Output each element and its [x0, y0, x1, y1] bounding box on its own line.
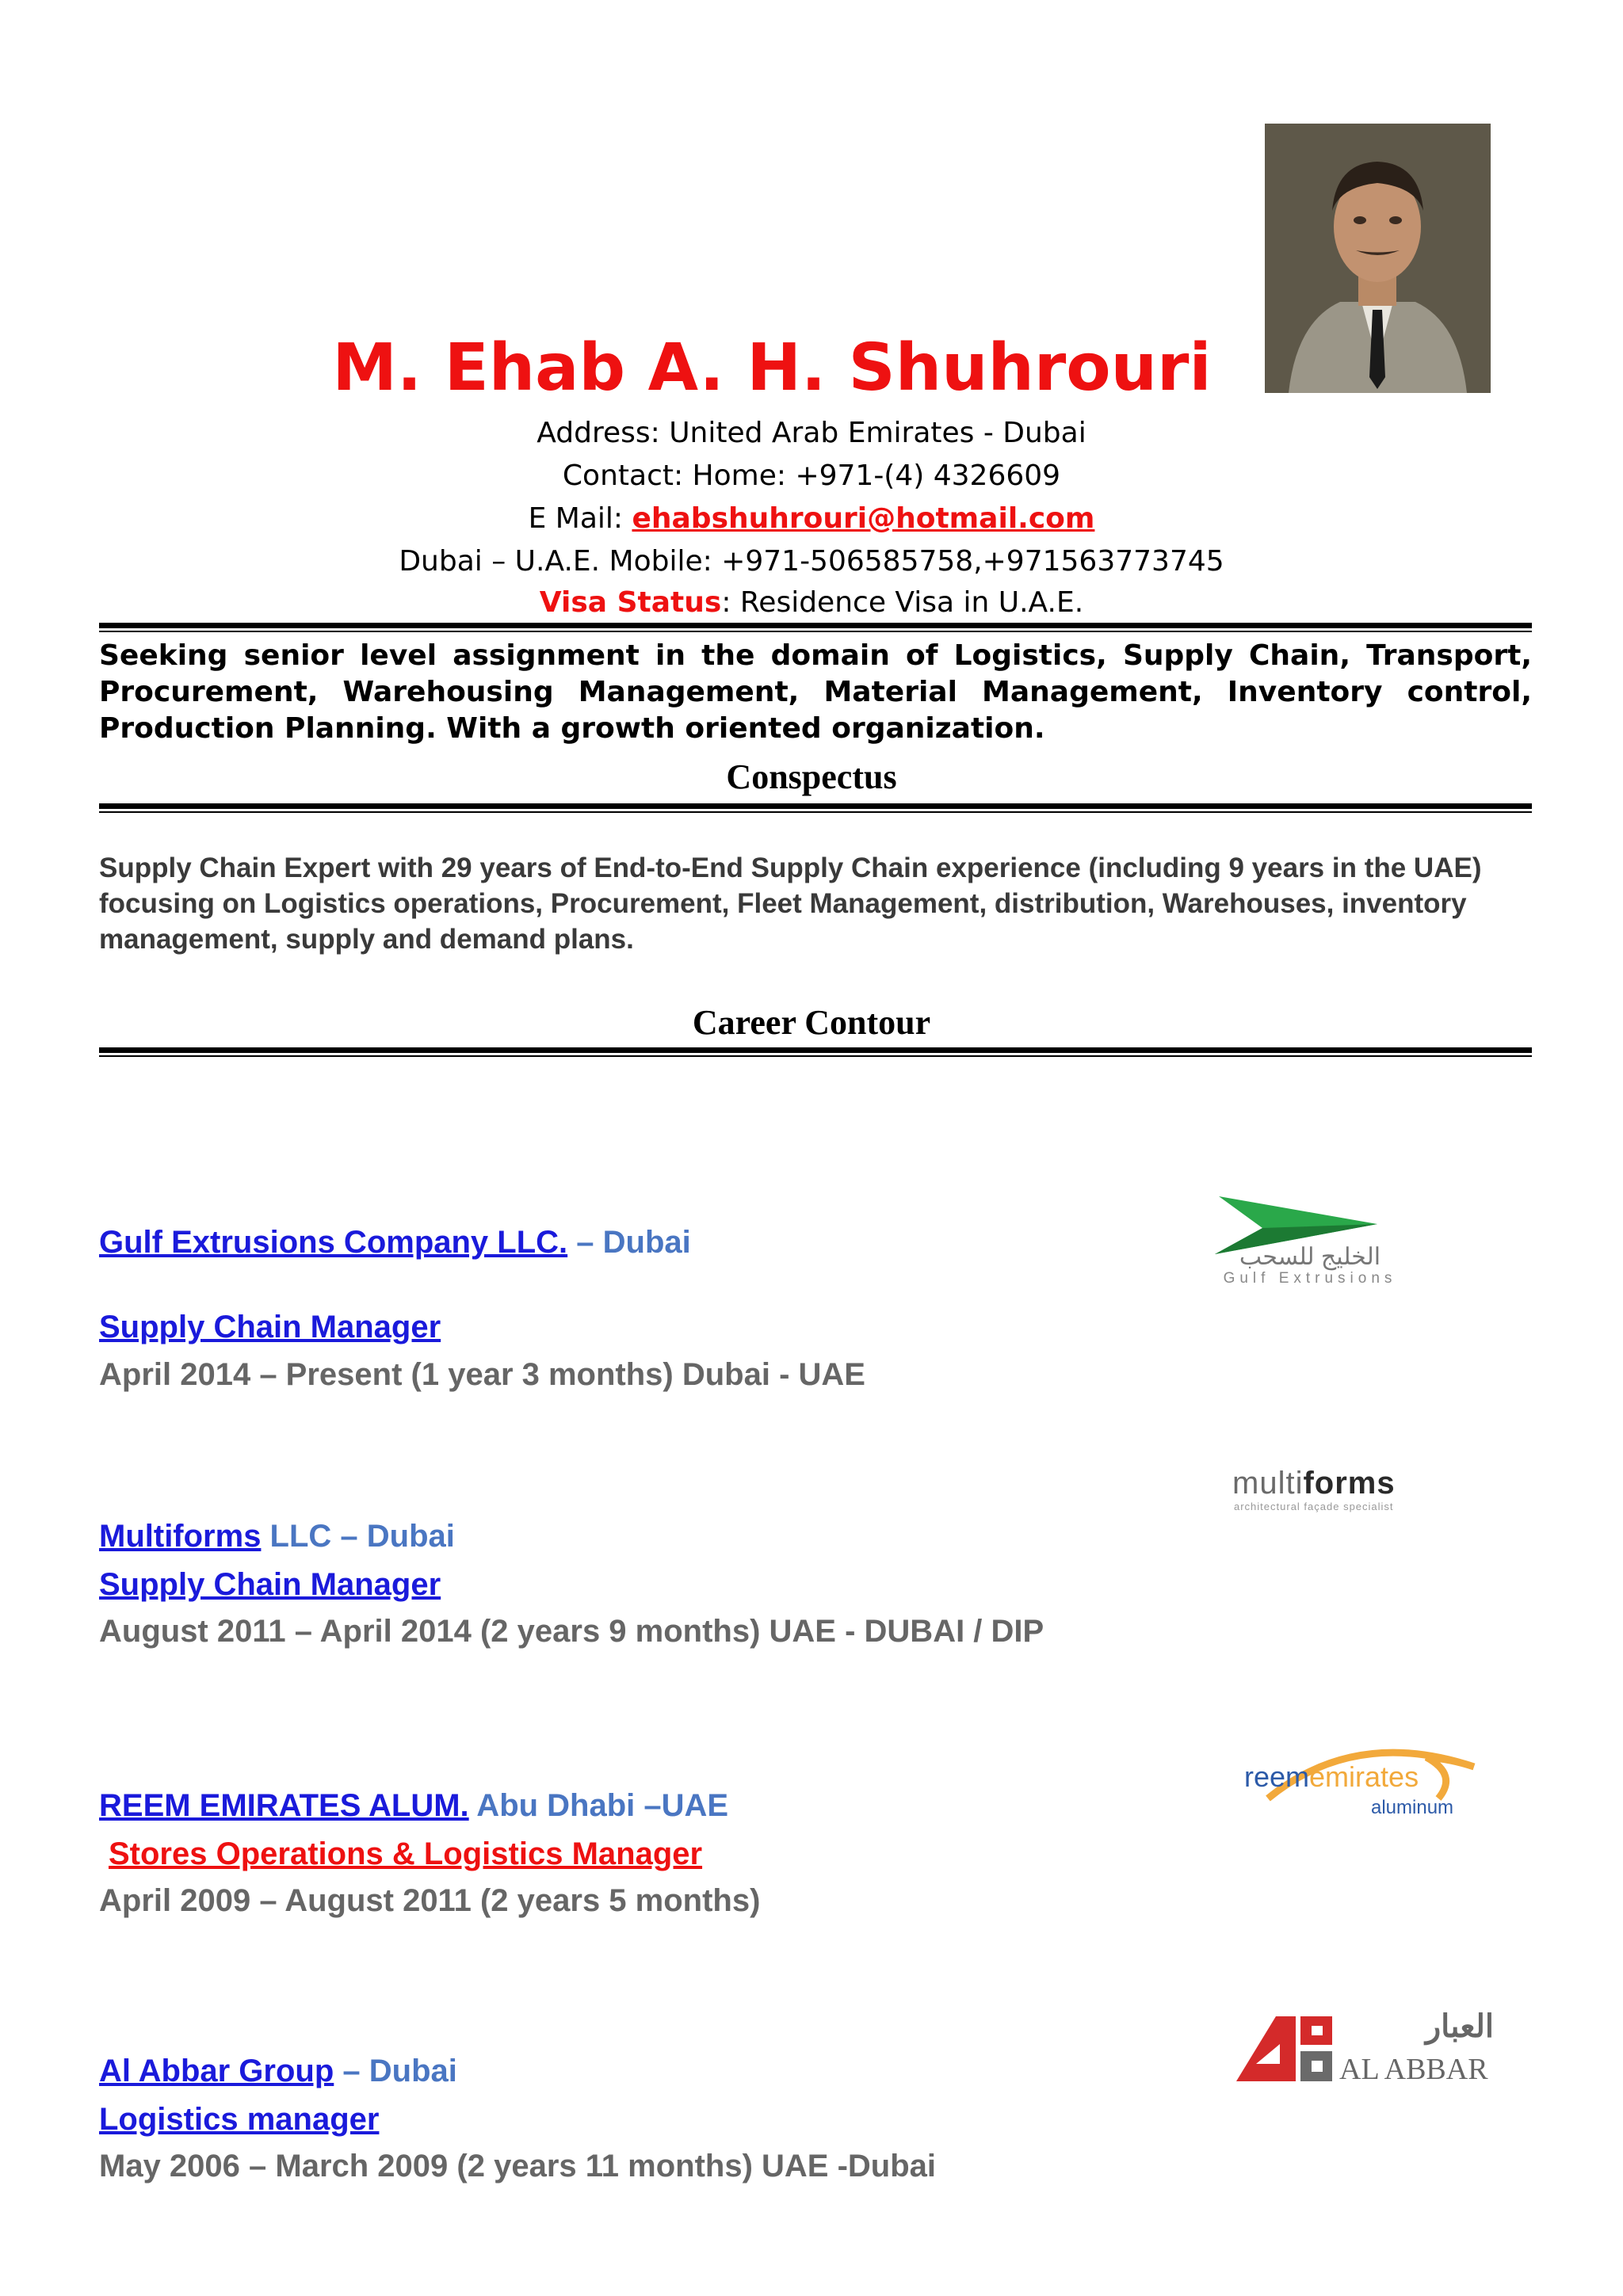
company-link-gulf-extrusions[interactable]: Gulf Extrusions Company LLC.: [99, 1225, 568, 1260]
job-company-line: [99, 1517, 455, 1555]
visa-label: Visa Status: [539, 586, 722, 619]
company-link-al-abbar[interactable]: Al Abbar Group: [99, 2054, 334, 2088]
multiforms-word-multi: multi: [1232, 1466, 1304, 1501]
reem-emirates-logo: [1236, 1743, 1482, 1822]
visa-line: [0, 583, 1623, 623]
company-location: Abu Dhabi –UAE: [468, 1788, 729, 1823]
gulf-extrusions-logo: [1187, 1192, 1433, 1287]
header-divider: [99, 623, 1532, 628]
job-company-line: [99, 1223, 691, 1261]
multiforms-wordmark: [1232, 1466, 1396, 1501]
conspectus-summary: Supply Chain Expert with 29 years of End-to-End Supply Chain experience (including 9 years in the UAE) focusing on Logistics operations, Procurement, Fleet Management, distribution, Warehouses, inventory management, supply and demand plans.: [99, 852, 1482, 955]
conspectus-divider: [99, 803, 1532, 809]
career-divider-thin: [99, 1055, 1532, 1057]
gulf-arabic-name: الخليج للسحب: [1239, 1244, 1381, 1270]
reem-aluminum: aluminum: [1371, 1797, 1454, 1818]
multiforms-logo: [1232, 1466, 1494, 1513]
gulf-english-name: Gulf Extrusions: [1223, 1270, 1397, 1287]
career-divider: [99, 1047, 1532, 1053]
job-title-link[interactable]: Stores Operations & Logistics Manager: [109, 1836, 703, 1871]
al-abbar-emblem-icon: [1232, 2008, 1343, 2088]
address-line: Address: United Arab Emirates - Dubai: [537, 417, 1086, 449]
job-title-link[interactable]: Supply Chain Manager: [99, 1567, 441, 1602]
candidate-name: M. Ehab A. H. Shuhrouri: [332, 330, 1212, 406]
company-location: – Dubai: [334, 2054, 457, 2088]
reem-word-emirates: emirates: [1309, 1760, 1419, 1793]
conspectus-divider-thin: [99, 811, 1532, 813]
job-company-line: [99, 1787, 728, 1825]
job-period: August 2011 – April 2014 (2 years 9 months) UAE - DUBAI / DIP: [99, 1614, 1044, 1649]
contact-home-line: Contact: Home: +971-(4) 4326609: [562, 460, 1061, 492]
job-period: May 2006 – March 2009 (2 years 11 months) UAE -Dubai: [99, 2149, 937, 2183]
conspectus-heading: Conspectus: [726, 757, 897, 796]
multiforms-word-forms: forms: [1303, 1466, 1396, 1501]
email-link[interactable]: ehabshuhrouri@hotmail.com: [632, 502, 1095, 535]
reem-word-reem: reem: [1244, 1760, 1310, 1793]
job-title-link[interactable]: Logistics manager: [99, 2102, 380, 2137]
job-title-line: [109, 1835, 702, 1873]
company-location: LLC – Dubai: [261, 1519, 455, 1554]
company-location: – Dubai: [567, 1225, 691, 1260]
email-label: E Mail:: [528, 502, 632, 535]
company-link-multiforms[interactable]: Multiforms: [99, 1519, 262, 1554]
company-link-reem-emirates[interactable]: REEM EMIRATES ALUM.: [99, 1788, 469, 1823]
job-title-line: [99, 1308, 441, 1346]
multiforms-tagline: architectural façade specialist: [1234, 1501, 1394, 1512]
job-company-line: [99, 2052, 457, 2090]
header-divider-thin: [99, 631, 1532, 632]
mobile-line: Dubai – U.A.E. Mobile: +971-506585758,+971563773745: [399, 545, 1224, 578]
job-title-link[interactable]: Supply Chain Manager: [99, 1310, 441, 1344]
al-abbar-english: AL ABBAR: [1339, 2053, 1488, 2086]
al-abbar-arabic: العبار: [1425, 2009, 1494, 2044]
al-abbar-logo: [1232, 2008, 1494, 2088]
career-heading: Career Contour: [692, 1003, 931, 1042]
reem-wordmark: [1244, 1760, 1419, 1794]
job-title-line: [99, 1566, 441, 1604]
email-line: [0, 499, 1623, 539]
visa-value: : Residence Visa in U.A.E.: [721, 586, 1084, 619]
job-title-line: [99, 2100, 379, 2138]
career-objective: Seeking senior level assignment in the domain of Logistics, Supply Chain, Transport, Procurement, Warehousing Management, Material Management, Inventory control, Production Planning. With a growth oriented organization.: [99, 639, 1532, 745]
job-period: April 2009 – August 2011 (2 years 5 months): [99, 1883, 761, 1918]
job-period: April 2014 – Present (1 year 3 months) Dubai - UAE: [99, 1357, 865, 1392]
